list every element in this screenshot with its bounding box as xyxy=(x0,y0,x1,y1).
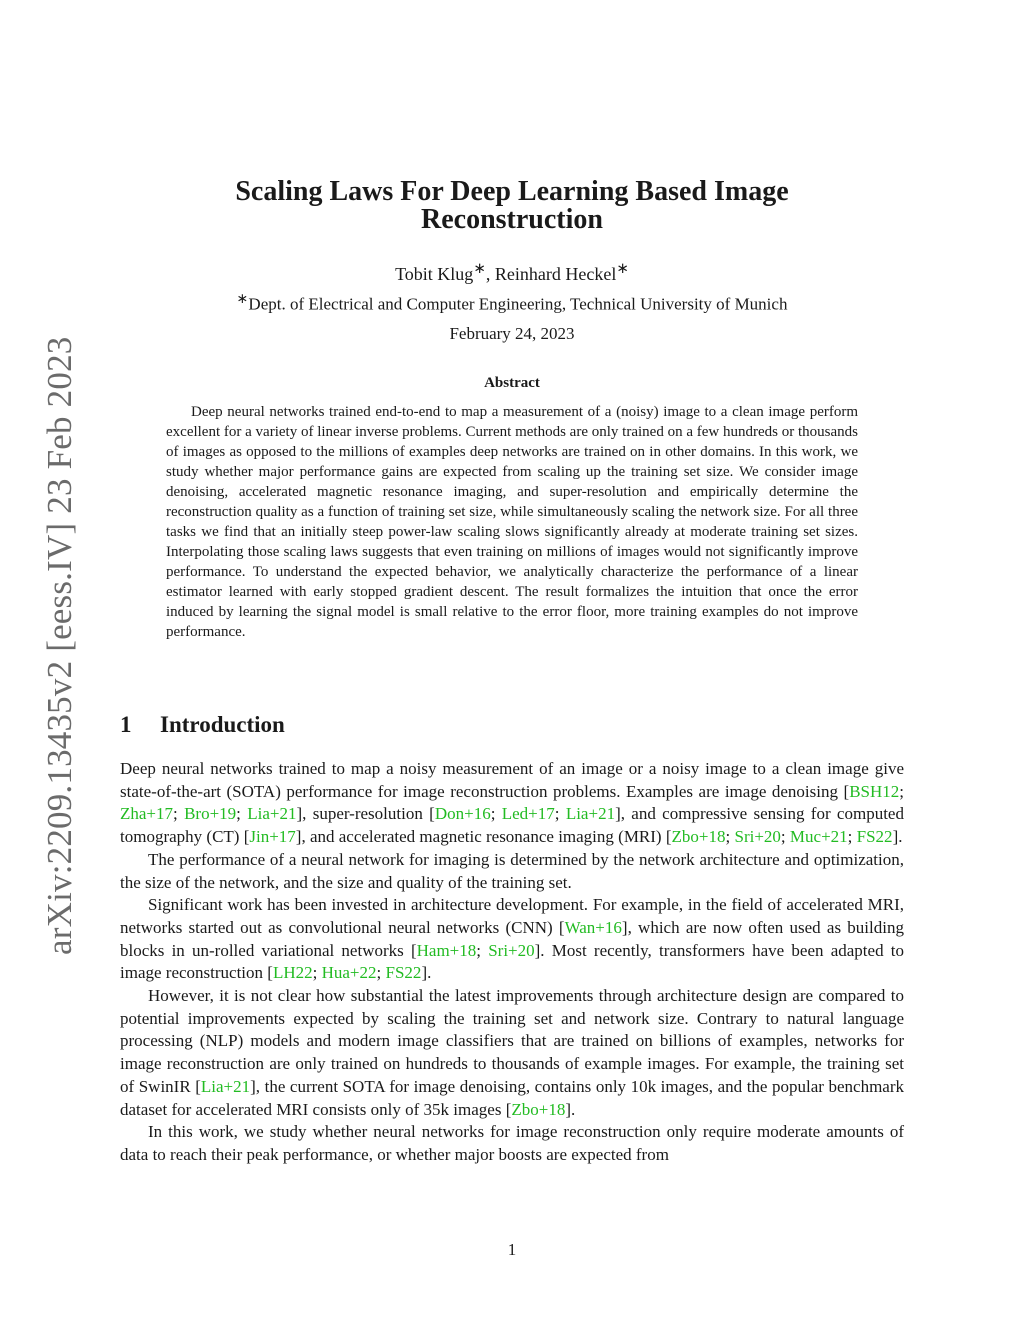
paragraph-text: ; xyxy=(554,804,566,824)
paragraph-text: ], which are now often used as building blocks in un-rolled variational networks [ xyxy=(120,917,904,960)
paragraph-text: ; xyxy=(312,963,322,983)
affiliation xyxy=(120,289,904,315)
body-paragraph xyxy=(120,849,904,894)
paragraph-text: ; xyxy=(236,804,248,824)
author-list xyxy=(120,259,904,284)
citation-link[interactable]: Ham+18 xyxy=(416,940,477,960)
section-title: Introduction xyxy=(160,712,285,737)
citation-link[interactable]: Lia+21 xyxy=(565,804,616,824)
citation-link[interactable]: Jin+17 xyxy=(249,827,296,847)
body-paragraph xyxy=(120,985,904,1121)
citation-link[interactable]: Zha+17 xyxy=(120,804,174,824)
paragraph-text: ]. Most recently, transformers have been adapted to image reconstruction [ xyxy=(120,940,904,983)
citation-link[interactable]: Wan+16 xyxy=(564,917,622,937)
publication-date: February 24, 2023 xyxy=(449,324,575,343)
title-line-2: Reconstruction xyxy=(421,204,603,235)
paragraph-text: ]. xyxy=(421,963,432,983)
affiliation-text: Dept. of Electrical and Computer Engineering, Technical University of Munich xyxy=(248,294,788,314)
paragraph-text: ; xyxy=(173,804,185,824)
citation-link[interactable]: FS22 xyxy=(856,827,893,847)
page-number: 1 xyxy=(507,1240,517,1259)
paragraph-text: ; xyxy=(376,963,386,983)
citation-link[interactable]: Muc+21 xyxy=(789,827,848,847)
body-paragraph xyxy=(120,758,904,849)
citation-link[interactable]: Don+16 xyxy=(434,804,491,824)
author-name: Reinhard Heckel xyxy=(494,264,617,284)
citation-link[interactable]: BSH12 xyxy=(849,781,900,801)
paragraph-text: ], super-resolution [ xyxy=(296,804,435,824)
citation-link[interactable]: Sri+20 xyxy=(734,827,781,847)
title-line-1: Scaling Laws For Deep Learning Based Image xyxy=(235,176,789,207)
citation-link[interactable]: Bro+19 xyxy=(184,804,237,824)
paragraph-text: However, it is not clear how substantial the latest improvements through architecture design are compared to potential improvements expected by scaling the training set and network size. Contrary to natural language processing (NLP) models and modern image classifiers that are trained on billions of examples, networks for image reconstruction are only trained on hundreds to thousands of example images. For example, the training set of SwinIR [ xyxy=(120,986,904,1096)
paragraph-text: ; xyxy=(780,827,790,847)
citation-link[interactable]: Lia+21 xyxy=(247,804,297,824)
introduction-body xyxy=(120,758,904,1167)
citation-link[interactable]: Zbo+18 xyxy=(511,1099,566,1119)
paragraph-text: ; xyxy=(490,804,502,824)
paragraph-text: Deep neural networks trained to map a noisy measurement of an image or a noisy image to a clean image give state-of-the-art (SOTA) performance for image reconstruction problems. Examples are image denoising [ xyxy=(120,759,904,801)
body-paragraph xyxy=(120,1121,904,1166)
body-paragraph xyxy=(120,894,904,985)
affiliation-marker: ∗ xyxy=(236,291,249,307)
paragraph-text: ], and compressive sensing for computed tomography (CT) [ xyxy=(120,804,904,847)
citation-link[interactable]: Led+17 xyxy=(501,804,555,824)
paragraph-text: ; xyxy=(725,827,735,847)
paragraph-text: ; xyxy=(899,781,904,801)
paragraph-text: ], the current SOTA for image denoising, contains only 10k images, and the popular benchmark dataset for accelerated MRI consists only of 35k images [ xyxy=(120,1076,905,1119)
paragraph-text: ], and accelerated magnetic resonance imaging (MRI) [ xyxy=(295,827,672,847)
paper-title xyxy=(120,178,904,234)
author-separator: , xyxy=(485,264,495,284)
abstract-body: Deep neural networks trained end-to-end to map a measurement of a (noisy) image to a clean image perform excellent for a variety of linear inverse problems. Current methods are only trained on a few hundreds or thousands of images as opposed to the millions of examples deep networks are trained on in other domains. In this work, we study whether major performance gains are expected from scaling up the training set size. We consider image denoising, accelerated magnetic resonance imaging, and super-resolution and empirically determine the reconstruction quality as a function of training set size, while simultaneously scaling the network size. For all three tasks we find that an initially steep power-law scaling slows significantly already at moderate training set sizes. Interpolating those scaling laws suggests that even training on millions of images would not significantly improve performance. To understand the expected behavior, we analytically characterize the performance of a linear estimator learned with early stopped gradient descent. The result formalizes the intuition that once the error induced by learning the signal model is small relative to the error floor, more training examples do not improve performance. xyxy=(166,404,858,640)
author-name: Tobit Klug xyxy=(395,264,474,284)
paragraph-text: ]. xyxy=(892,827,903,847)
paragraph-text: ]. xyxy=(565,1099,576,1119)
paragraph-text: ; xyxy=(847,827,857,847)
citation-link[interactable]: FS22 xyxy=(385,963,422,983)
paragraph-text: Significant work has been invested in architecture development. For example, in the field of accelerated MRI, networks started out as convolutional neural networks (CNN) [ xyxy=(120,895,904,937)
paragraph-text: The performance of a neural network for imaging is determined by the network architecture and optimization, the size of the network, and the size and quality of the training set. xyxy=(120,849,904,892)
arxiv-identifier-stamp[interactable]: arXiv:2209.13435v2 [eess.IV] 23 Feb 2023 xyxy=(40,336,79,955)
citation-link[interactable]: Sri+20 xyxy=(488,940,535,960)
affiliation-marker: ∗ xyxy=(473,261,486,277)
section-number: 1 xyxy=(120,712,132,737)
citation-link[interactable]: LH22 xyxy=(272,963,313,983)
affiliation-marker: ∗ xyxy=(616,261,629,277)
citation-link[interactable]: Lia+21 xyxy=(200,1076,251,1096)
section-heading xyxy=(120,712,904,738)
paragraph-text: In this work, we study whether neural networks for image reconstruction only require moderate amounts of data to reach their peak performance, or whether major boosts are expected from xyxy=(120,1122,904,1164)
citation-link[interactable]: Hua+22 xyxy=(321,963,377,983)
paragraph-text: ; xyxy=(476,940,489,960)
abstract-heading: Abstract xyxy=(484,375,540,391)
citation-link[interactable]: Zbo+18 xyxy=(671,827,726,847)
